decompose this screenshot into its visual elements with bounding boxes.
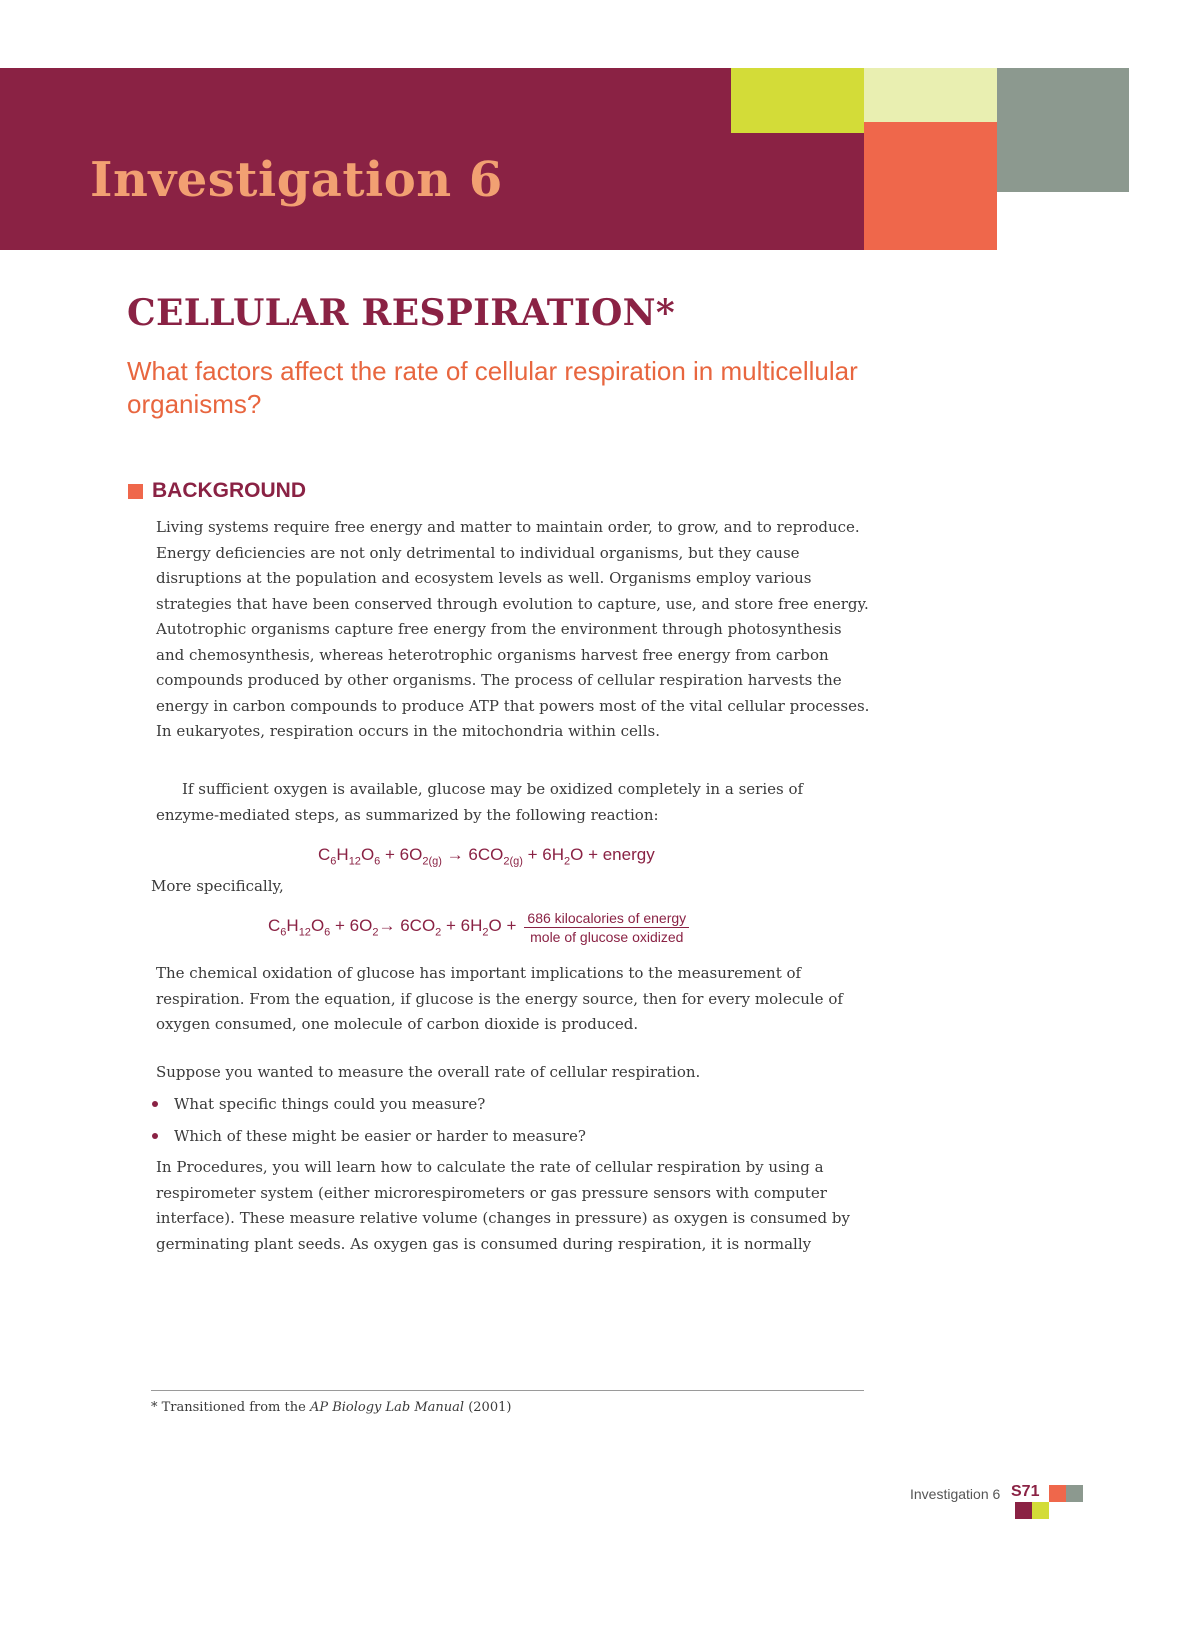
paragraph-1: Living systems require free energy and matter to maintain order, to grow, and to reproduce. Energy deficiencies are not only detrimental to individual organisms, but they cause disruptions at the population and ecosystem levels as well. Organisms employ various strategies that have been conserved through evolution to capture, use, and store free energy. Autotrophic organisms capture free energy from the environment through photosynthesis and chemosynthesis, whereas heterotrophic organisms harvest free energy from carbon compounds produced by other organisms. The process of cellular respiration harvests the energy in carbon compounds to produce ATP that powers most of the vital cellular processes. In eukaryotes, respiration occurs in the mitochondria within cells. [156, 518, 870, 740]
list-item-text: What specific things could you measure? [174, 1095, 486, 1113]
bullet-icon [152, 1133, 158, 1139]
fraction-denominator: mole of glucose oxidized [530, 929, 684, 945]
list-item [152, 1088, 852, 1120]
square-bullet-icon [128, 484, 143, 499]
footer-square-gray [1066, 1485, 1083, 1502]
footer-square-lime [1032, 1502, 1049, 1519]
list-item [152, 1120, 852, 1152]
paragraph-5: In Procedures, you will learn how to calculate the rate of cellular respiration by using a respirometer system (either microrespirometers or gas pressure sensors with computer interface). These measure relative volume (changes in pressure) as oxygen is consumed by germinating plant seeds. As oxygen gas is consumed during respiration, it is normally [156, 1158, 850, 1253]
footer-label: Investigation 6 [910, 1486, 1001, 1502]
energy-fraction [524, 910, 689, 945]
decorative-block-lime [731, 68, 864, 133]
question-list [152, 1088, 852, 1152]
more-specifically-label: More specifically, [151, 877, 284, 895]
section-title: CELLULAR RESPIRATION* [127, 292, 676, 334]
background-heading [128, 479, 306, 503]
footnote-title: AP Biology Lab Manual [309, 1400, 465, 1415]
footer-square-maroon [1015, 1502, 1032, 1519]
footnote-prefix: * Transitioned from the [151, 1400, 310, 1415]
guiding-question: What factors affect the rate of cellular respiration in multicellular organisms? [127, 356, 858, 419]
bullet-icon [152, 1101, 158, 1107]
decorative-block-pale [864, 68, 997, 122]
paragraph-3: The chemical oxidation of glucose has important implications to the measurement of respiration. From the equation, if glucose is the energy source, then for every molecule of oxygen consumed, one molecule of carbon dioxide is produced. [156, 964, 843, 1033]
footnote [151, 1400, 511, 1415]
investigation-title: Investigation 6 [90, 152, 503, 208]
equation-glucose-oxidation: $C_6H_{12}O_6 + 6O_{2(g)} \to 6CO_{2(g)} + 6H_2O$ + energy [318, 845, 655, 868]
footnote-divider [151, 1390, 864, 1391]
list-item-text: Which of these might be easier or harder to measure? [174, 1127, 586, 1145]
paragraph-2: If sufficient oxygen is available, glucose may be oxidized completely in a series of enzyme-mediated steps, as summarized by the following reaction: [156, 780, 804, 824]
footer-square-coral [1049, 1485, 1066, 1502]
decorative-block-coral [864, 122, 997, 250]
decorative-block-gray [997, 68, 1129, 192]
page-number: S71 [1011, 1483, 1040, 1500]
fraction-numerator: 686 kilocalories of energy [524, 910, 689, 928]
background-heading-label: BACKGROUND [152, 479, 306, 502]
paragraph-4: Suppose you wanted to measure the overall rate of cellular respiration. [156, 1063, 701, 1081]
footnote-suffix: (2001) [464, 1400, 512, 1415]
equation-energy-per-mole: $C_6H_{12}O_6 + 6O_2\to 6CO_2 + 6H_2O$ + $\frac{\text{686 kilocalories of energy}}{\text{mole of glucose oxidized}}$ [268, 910, 689, 945]
